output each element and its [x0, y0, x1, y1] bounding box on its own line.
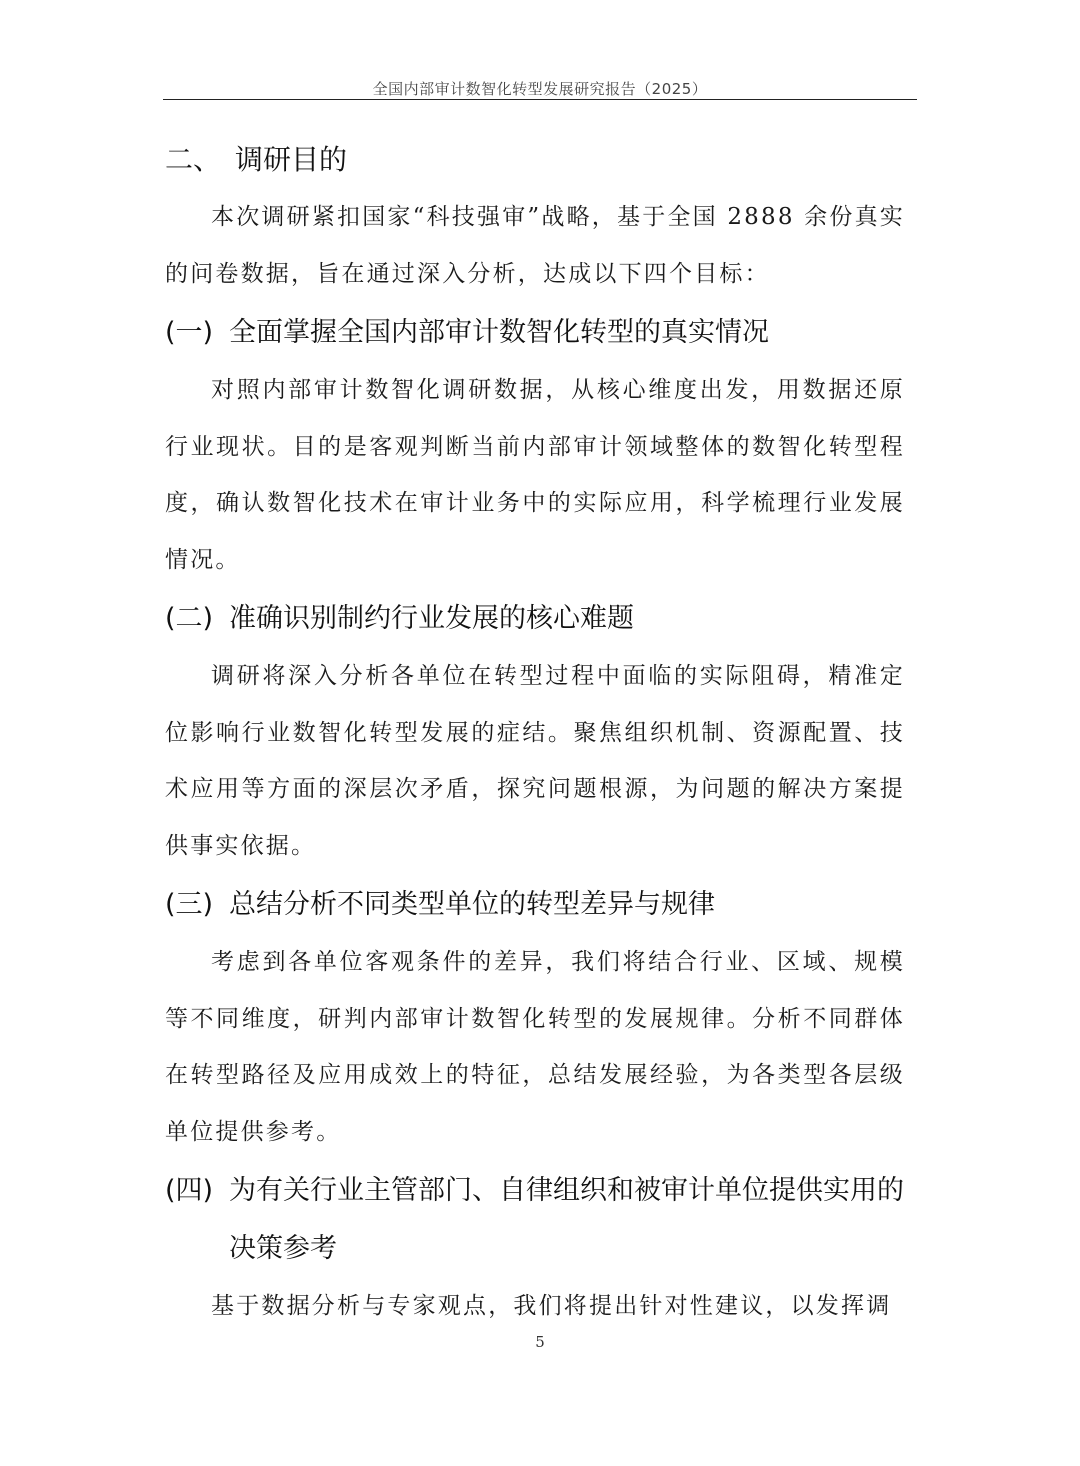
objective-number: (四) — [165, 1175, 214, 1206]
objective-number: (二) — [165, 603, 214, 634]
objective-title: 为有关行业主管部门、自律组织和被审计单位提供实用的决策参考 — [229, 1175, 904, 1264]
objective-number: (一) — [165, 317, 214, 348]
page-number: 5 — [535, 1333, 545, 1351]
section-heading — [165, 132, 905, 188]
objective-body-1: 对照内部审计数智化调研数据，从核心维度出发，用数据还原行业现状。目的是客观判断当前内部审计领域整体的数智化转型程度，确认数智化技术在审计业务中的实际应用，科学梳理行业发展情况。 — [165, 377, 905, 573]
objective-heading-1 — [165, 304, 905, 362]
section-title: 调研目的 — [235, 143, 348, 176]
objective-number: (三) — [165, 889, 214, 920]
objective-body-4: 基于数据分析与专家观点，我们将提出针对性建议，以发挥调 — [211, 1293, 892, 1319]
objective-heading-3 — [165, 876, 905, 934]
objective-heading-2 — [165, 590, 905, 648]
objective-title: 全面掌握全国内部审计数智化转型的真实情况 — [229, 317, 769, 348]
objective-title: 总结分析不同类型单位的转型差异与规律 — [229, 889, 715, 920]
header-rule — [163, 99, 917, 100]
running-header: 全国内部审计数智化转型发展研究报告（2025） — [372, 80, 708, 98]
section-intro: 本次调研紧扣国家“科技强审”战略，基于全国 2888 余份真实的问卷数据，旨在通过深入分析，达成以下四个目标： — [165, 204, 905, 287]
objective-body-3: 考虑到各单位客观条件的差异，我们将结合行业、区域、规模等不同维度，研判内部审计数智化转型的发展规律。分析不同群体在转型路径及应用成效上的特征，总结发展经验，为各类型各层级单位提供参考。 — [165, 949, 905, 1145]
objective-heading-4 — [165, 1162, 905, 1278]
section-number: 二、 — [165, 143, 222, 176]
page-content — [165, 132, 905, 1335]
objective-title: 准确识别制约行业发展的核心难题 — [229, 603, 634, 634]
objective-body-2: 调研将深入分析各单位在转型过程中面临的实际阻碍，精准定位影响行业数智化转型发展的症结。聚焦组织机制、资源配置、技术应用等方面的深层次矛盾，探究问题根源，为问题的解决方案提供事实依据。 — [165, 663, 905, 859]
